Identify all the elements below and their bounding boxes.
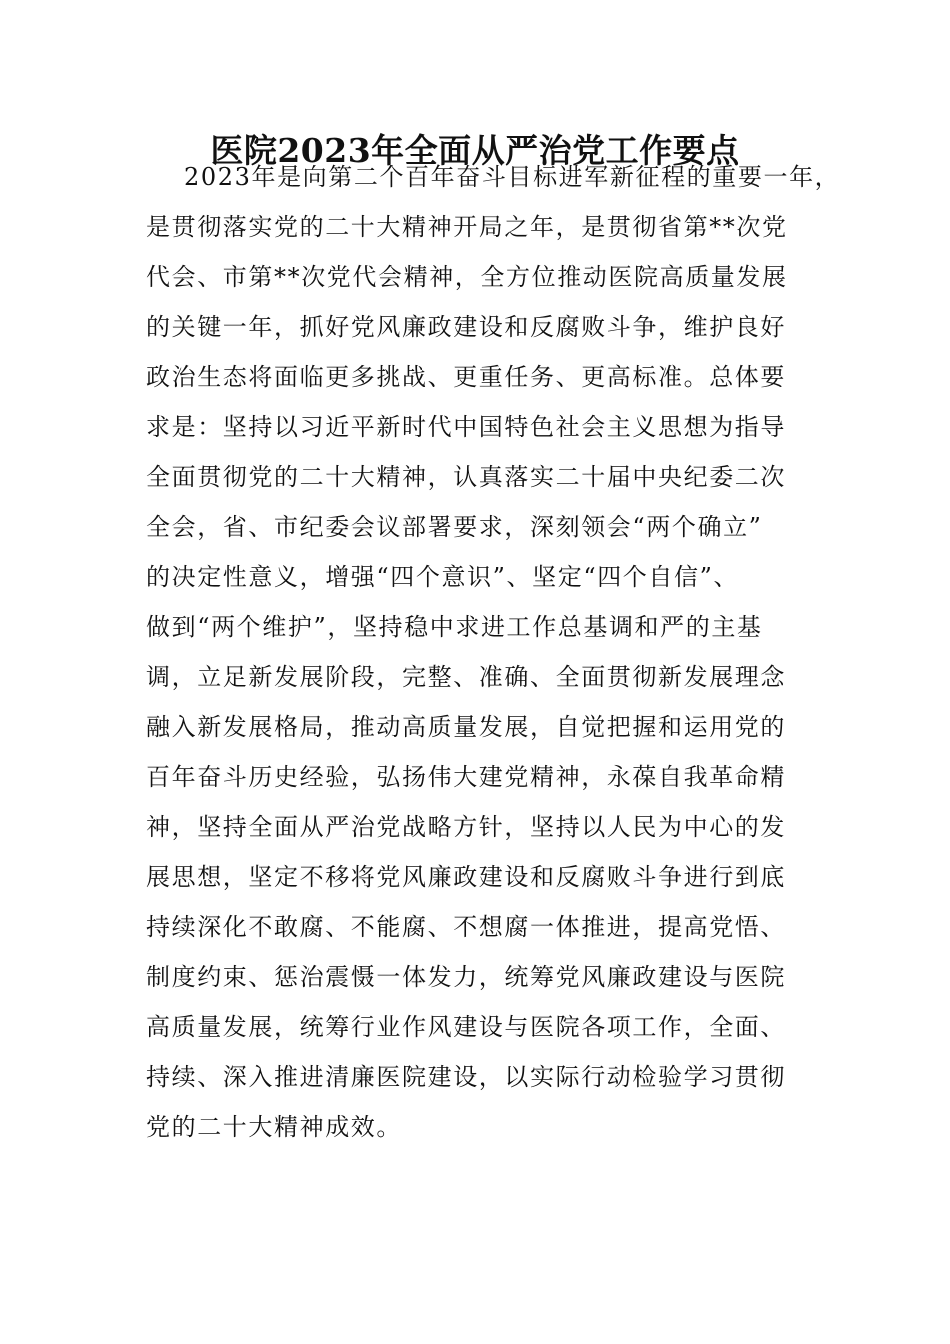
paragraph-line: 融入新发展格局，推动高质量发展，自觉把握和运用党的	[146, 713, 786, 741]
paragraph-line: 持续深化不敢腐、不能腐、不想腐一体推进，提高党悟、	[146, 913, 786, 941]
paragraph-line: 代会、市第**次党代会精神，全方位推动医院高质量发展	[146, 263, 788, 291]
paragraph-line: 高质量发展，统筹行业作风建设与医院各项工作，全面、	[146, 1013, 786, 1041]
document-title: 医院2023年全面从严治党工作要点	[210, 131, 740, 170]
paragraph-line: 的关键一年，抓好党风廉政建设和反腐败斗争，维护良好	[146, 313, 786, 341]
paragraph-line: 展思想，坚定不移将党风廉政建设和反腐败斗争进行到底	[146, 863, 786, 891]
paragraph-line: 调，立足新发展阶段，完整、准确、全面贯彻新发展理念	[146, 663, 786, 691]
paragraph-line: 党的二十大精神成效。	[146, 1113, 402, 1141]
paragraph-line: 百年奋斗历史经验，弘扬伟大建党精神，永葆自我革命精	[146, 763, 786, 791]
paragraph-line: 神，坚持全面从严治党战略方针，坚持以人民为中心的发	[146, 813, 786, 841]
paragraph-line: 全会，省、市纪委会议部署要求，深刻领会“两个确立”	[146, 513, 763, 541]
paragraph-line: 求是：坚持以习近平新时代中国特色社会主义思想为指导	[146, 413, 786, 441]
paragraph-line: 制度约束、惩治震慑一体发力，统筹党风廉政建设与医院	[146, 963, 786, 991]
paragraph-line: 做到“两个维护”，坚持稳中求进工作总基调和严的主基	[146, 613, 763, 641]
paragraph-line: 政治生态将面临更多挑战、更重任务、更高标准。总体要	[146, 363, 786, 391]
paragraph-line: 持续、深入推进清廉医院建设，以实际行动检验学习贯彻	[146, 1063, 786, 1091]
paragraph-line: 的决定性意义，增强“四个意识”、坚定“四个自信”、	[146, 563, 740, 591]
paragraph-line: 2023年是向第二个百年奋斗目标进军新征程的重要一年，	[184, 163, 841, 191]
paragraph-line: 全面贯彻党的二十大精神，认真落实二十届中央纪委二次	[146, 463, 786, 491]
paragraph-line: 是贯彻落实党的二十大精神开局之年，是贯彻省第**次党	[146, 213, 788, 241]
